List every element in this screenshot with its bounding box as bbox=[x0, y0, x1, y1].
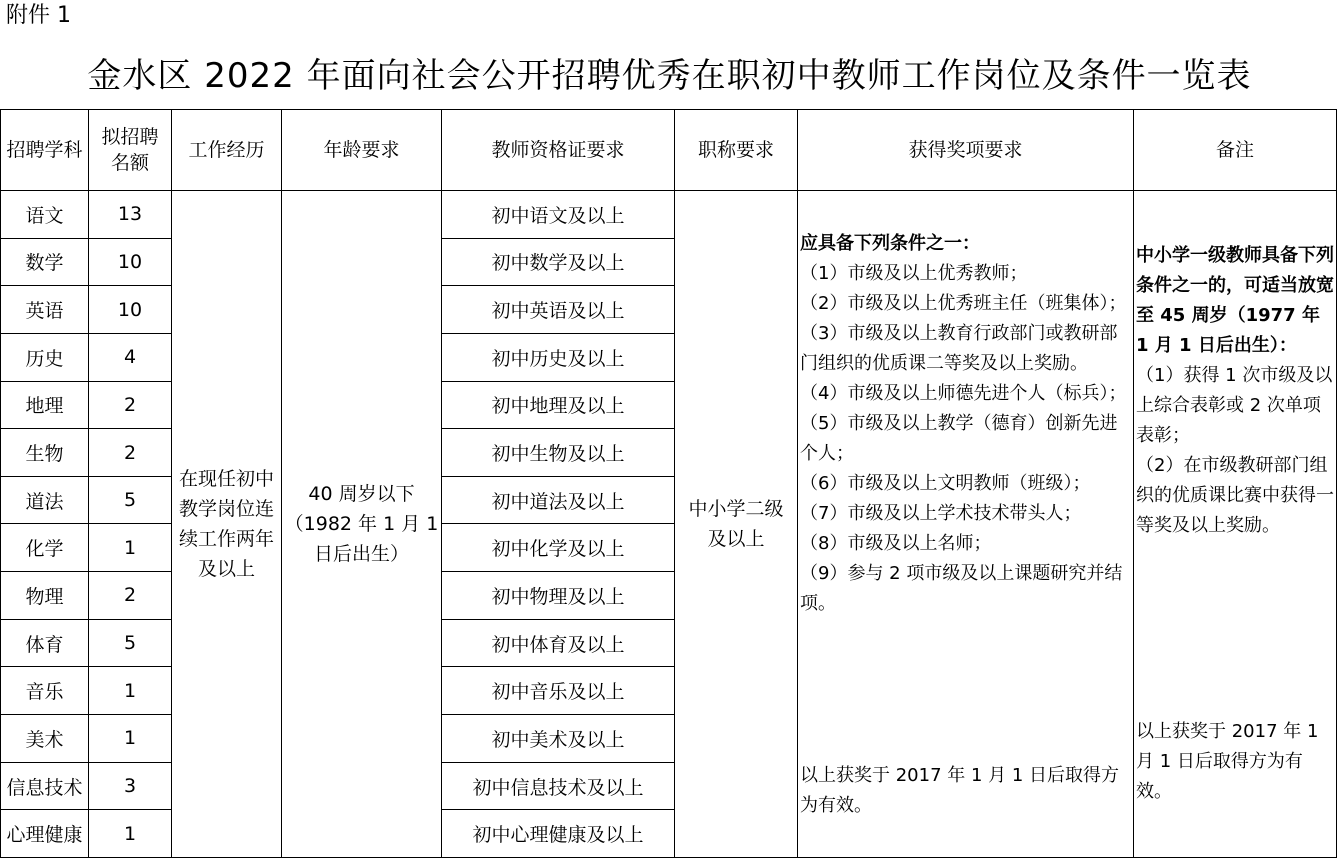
remarks-item: （1）获得 1 次市级及以上综合表彰或 2 次单项表彰； bbox=[1136, 365, 1333, 446]
subject-cell: 英语 bbox=[1, 286, 89, 334]
certificate-cell: 初中美术及以上 bbox=[442, 715, 675, 763]
certificate-cell: 初中英语及以上 bbox=[442, 286, 675, 334]
title-requirement-line: 中小学二级 bbox=[688, 498, 784, 520]
awards-footnote: 以上获奖于 2017 年 1 月 1 日后取得方为有效。 bbox=[800, 765, 1120, 816]
recruitment-table bbox=[0, 109, 1337, 858]
remarks-item: （2）在市级教研部门组织的优质课比赛中获得一等奖及以上奖励。 bbox=[1136, 455, 1334, 536]
title-requirement-line: 及以上 bbox=[707, 528, 765, 550]
subject-cell: 数学 bbox=[1, 238, 89, 286]
quota-cell: 3 bbox=[89, 762, 172, 810]
awards-item: （5）市级及以上教学（德育）创新先进个人； bbox=[800, 413, 1118, 464]
awards-cell bbox=[798, 191, 1134, 858]
header-certificate: 教师资格证要求 bbox=[442, 110, 675, 191]
subject-cell: 化学 bbox=[1, 524, 89, 572]
experience-cell bbox=[172, 191, 282, 858]
quota-cell: 4 bbox=[89, 333, 172, 381]
awards-item: （1）市级及以上优秀教师； bbox=[800, 263, 1028, 284]
experience-line: 在现任初中 bbox=[178, 468, 274, 490]
certificate-cell: 初中化学及以上 bbox=[442, 524, 675, 572]
quota-cell: 1 bbox=[89, 715, 172, 763]
quota-cell: 2 bbox=[89, 572, 172, 620]
subject-cell: 心理健康 bbox=[1, 810, 89, 858]
quota-cell: 2 bbox=[89, 429, 172, 477]
remarks-bold-text: 中小学一级教师具备下列条件之一的，可适当放宽至 45 周岁（1977 年 1 月 1 日后出生）： bbox=[1136, 245, 1334, 356]
certificate-cell: 初中音乐及以上 bbox=[442, 667, 675, 715]
quota-cell: 5 bbox=[89, 476, 172, 524]
subject-cell: 音乐 bbox=[1, 667, 89, 715]
table-row bbox=[1, 191, 1337, 239]
awards-text bbox=[800, 229, 1131, 619]
awards-item: （3）市级及以上教育行政部门或教研部门组织的优质课二等奖及以上奖励。 bbox=[800, 323, 1118, 374]
subject-cell: 信息技术 bbox=[1, 762, 89, 810]
attachment-label: 附件 1 bbox=[6, 3, 71, 28]
certificate-cell: 初中体育及以上 bbox=[442, 619, 675, 667]
age-line: 40 周岁以下 bbox=[308, 483, 415, 505]
certificate-cell: 初中心理健康及以上 bbox=[442, 810, 675, 858]
table-header-row bbox=[1, 110, 1337, 191]
certificate-cell: 初中物理及以上 bbox=[442, 572, 675, 620]
quota-cell: 1 bbox=[89, 810, 172, 858]
header-experience: 工作经历 bbox=[172, 110, 282, 191]
header-quota-line2: 名额 bbox=[110, 152, 149, 174]
awards-item: （2）市级及以上优秀班主任（班集体）； bbox=[800, 293, 1127, 314]
remarks-box bbox=[1134, 191, 1336, 857]
quota-cell: 1 bbox=[89, 524, 172, 572]
subject-cell: 生物 bbox=[1, 429, 89, 477]
experience-line: 教学岗位连 bbox=[178, 498, 274, 520]
subject-cell: 语文 bbox=[1, 191, 89, 239]
quota-cell: 10 bbox=[89, 238, 172, 286]
quota-cell: 10 bbox=[89, 286, 172, 334]
awards-lead: 应具备下列条件之一： bbox=[800, 233, 980, 254]
header-age: 年龄要求 bbox=[282, 110, 442, 191]
awards-item: （9）参与 2 项市级及以上课题研究并结项。 bbox=[800, 563, 1123, 614]
quota-cell: 1 bbox=[89, 667, 172, 715]
awards-item: （8）市级及以上名师； bbox=[800, 533, 992, 554]
header-title-requirement: 职称要求 bbox=[675, 110, 798, 191]
subject-cell: 物理 bbox=[1, 572, 89, 620]
age-cell bbox=[282, 191, 442, 858]
header-subject: 招聘学科 bbox=[1, 110, 89, 191]
header-awards: 获得奖项要求 bbox=[798, 110, 1134, 191]
quota-cell: 13 bbox=[89, 191, 172, 239]
subject-cell: 地理 bbox=[1, 381, 89, 429]
subject-cell: 历史 bbox=[1, 333, 89, 381]
certificate-cell: 初中语文及以上 bbox=[442, 191, 675, 239]
header-remarks: 备注 bbox=[1134, 110, 1337, 191]
certificate-cell: 初中信息技术及以上 bbox=[442, 762, 675, 810]
quota-cell: 2 bbox=[89, 381, 172, 429]
certificate-cell: 初中生物及以上 bbox=[442, 429, 675, 477]
remarks-text bbox=[1136, 241, 1334, 541]
awards-item: （6）市级及以上文明教师（班级）； bbox=[800, 473, 1091, 494]
page-title: 金水区 2022 年面向社会公开招聘优秀在职初中教师工作岗位及条件一览表 bbox=[87, 56, 1252, 96]
age-line: （1982 年 1 月 1 bbox=[284, 513, 439, 535]
experience-line: 及以上 bbox=[197, 558, 255, 580]
remarks-footnote: 以上获奖于 2017 年 1 月 1 日后取得方为有效。 bbox=[1136, 721, 1319, 802]
certificate-cell: 初中地理及以上 bbox=[442, 381, 675, 429]
certificate-cell: 初中历史及以上 bbox=[442, 333, 675, 381]
header-quota-line1: 拟招聘 bbox=[101, 126, 159, 148]
experience-line: 续工作两年 bbox=[178, 528, 274, 550]
subject-cell: 道法 bbox=[1, 476, 89, 524]
age-line: 日后出生） bbox=[313, 543, 409, 565]
awards-item: （4）市级及以上师德先进个人（标兵）； bbox=[800, 383, 1127, 404]
certificate-cell: 初中道法及以上 bbox=[442, 476, 675, 524]
awards-item: （7）市级及以上学术技术带头人； bbox=[800, 503, 1082, 524]
title-requirement-cell bbox=[675, 191, 798, 858]
subject-cell: 美术 bbox=[1, 715, 89, 763]
certificate-cell: 初中数学及以上 bbox=[442, 238, 675, 286]
awards-box bbox=[798, 191, 1133, 857]
quota-cell: 5 bbox=[89, 619, 172, 667]
remarks-cell bbox=[1134, 191, 1337, 858]
subject-cell: 体育 bbox=[1, 619, 89, 667]
header-quota bbox=[89, 110, 172, 191]
